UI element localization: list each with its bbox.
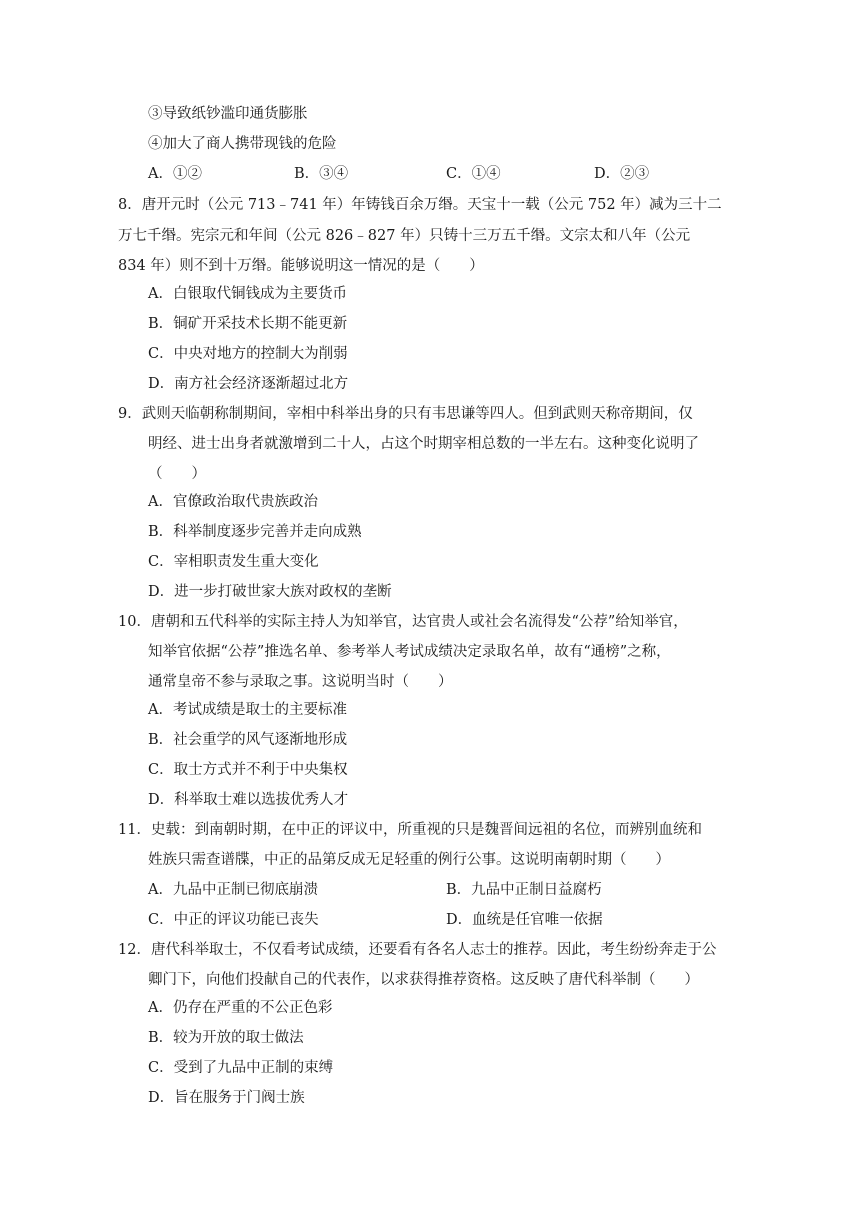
q12-stem-line-1: 12．唐代科举取士，不仅看考试成绩，还要看有各名人志士的推荐。因此，考生纷纷奔走于公 [118, 942, 717, 958]
q12-option-b: B．较为开放的取士做法 [148, 1030, 304, 1046]
q11-stem-line-1: 11．史载：到南朝时期，在中正的评议中，所重视的只是魏晋间远祖的名位，而辨别血统和 [118, 822, 702, 838]
q11-stem-line-2: 姓族只需查谱牒，中正的品第反成无足轻重的例行公事。这说明南朝时期（ ） [148, 852, 670, 868]
q7-item-3: ③导致纸钞滥印通货膨胀 [148, 106, 308, 122]
q8-option-b: B．铜矿开采技术长期不能更新 [148, 316, 348, 332]
q8-option-d: D．南方社会经济逐渐超过北方 [148, 376, 349, 392]
q10-stem-line-1: 10．唐朝和五代科举的实际主持人为知举官，达官贵人或社会名流得发“公荐”给知举官， [118, 614, 688, 630]
q12-option-d: D．旨在服务于门阀士族 [148, 1090, 305, 1106]
q11-option-a: A．九品中正制已彻底崩溃 [148, 882, 318, 898]
q7-item-4: ④加大了商人携带现钱的危险 [148, 136, 337, 152]
q9-stem-line-2: 明经、进士出身者就激增到二十人，占这个时期宰相总数的一半左右。这种变化说明了 [148, 436, 699, 452]
q7-option-b: B．③④ [294, 166, 349, 182]
q8-stem-line-3: 834 年）则不到十万缗。能够说明这一情况的是（ ） [118, 258, 484, 274]
q7-option-a: A．①② [148, 166, 202, 182]
q9-stem-line-1: 9．武则天临朝称制期间，宰相中科举出身的只有韦思谦等四人。但到武则天称帝期间，仅 [118, 406, 693, 422]
q9-stem-line-3: （ ） [148, 466, 206, 482]
q11-option-d: D．血统是任官唯一依据 [446, 912, 603, 928]
q12-stem-line-2: 卿门下，向他们投献自己的代表作，以求获得推荐资格。这反映了唐代科举制（ ） [148, 972, 699, 988]
q8-option-c: C．中央对地方的控制大为削弱 [148, 346, 348, 362]
q9-option-d: D．进一步打破世家大族对政权的垄断 [148, 584, 392, 600]
q12-option-c: C．受到了九品中正制的束缚 [148, 1060, 334, 1076]
q10-option-d: D．科举取士难以选拔优秀人才 [148, 792, 349, 808]
q10-option-b: B．社会重学的风气逐渐地形成 [148, 732, 348, 748]
q9-option-a: A．官僚政治取代贵族政治 [148, 494, 318, 510]
q10-stem-line-3: 通常皇帝不参与录取之事。这说明当时（ ） [148, 674, 453, 690]
q10-option-a: A．考试成绩是取士的主要标准 [148, 702, 347, 718]
q9-option-c: C．宰相职责发生重大变化 [148, 554, 319, 570]
q8-stem-line-1: 8．唐开元时（公元 713﹣741 年）年铸钱百余万缗。天宝十一载（公元 752 年）减为三十二 [118, 197, 722, 213]
q11-option-c: C．中正的评议功能已丧失 [148, 912, 319, 928]
q7-option-d: D．②③ [594, 166, 650, 182]
q12-option-a: A．仍存在严重的不公正色彩 [148, 1000, 333, 1016]
q10-option-c: C．取士方式并不利于中央集权 [148, 762, 348, 778]
q8-stem-line-2: 万七千缗。宪宗元和年间（公元 826﹣827 年）只铸十三万五千缗。文宗太和八年（公元 [118, 228, 691, 244]
q11-option-b: B．九品中正制日益腐朽 [446, 882, 602, 898]
q9-option-b: B．科举制度逐步完善并走向成熟 [148, 524, 362, 540]
q10-stem-line-2: 知举官依据“公荐”推选名单、参考举人考试成绩决定录取名单，故有“通榜”之称， [148, 644, 671, 660]
q7-option-c: C．①④ [446, 166, 501, 182]
q8-option-a: A．白银取代铜钱成为主要货币 [148, 286, 347, 302]
